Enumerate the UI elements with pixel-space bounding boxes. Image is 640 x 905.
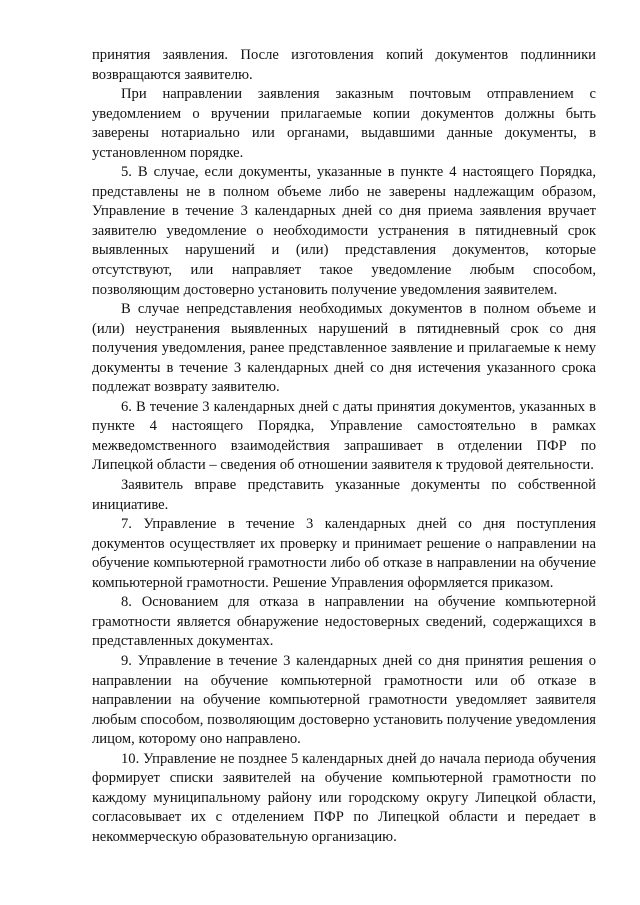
paragraph-item-8: 8. Основанием для отказа в направлении на обучение компьютерной грамотности является обнаружение недостоверных сведений, содержащихся в представленных документах. (92, 594, 596, 650)
paragraph-item-5-return: В случае непредставления необходимых документов в полном объеме и (или) неустранения выявленных нарушений в пятидневный срок со дня получения уведомления, ранее представленное заявление и прилагаемые к нему документы в течение 3 календарных дней со дня истечения указанного срока подлежат возврату заявителю. (92, 301, 596, 396)
paragraph-registered-mail: При направлении заявления заказным почтовым отправлением с уведомлением о вручении прилагаемые копии документов должны быть заверены нотариально или органами, выдавшими данные документы, в установленном порядке. (92, 86, 596, 161)
paragraph-item-6-initiative: Заявитель вправе представить указанные документы по собственной инициативе. (92, 477, 596, 513)
paragraph-continuation: принятия заявления. После изготовления копий документов подлинники возвращаются заявителю. (92, 47, 596, 83)
paragraph-item-5: 5. В случае, если документы, указанные в пункте 4 настоящего Порядка, представлены не в полном объеме либо не заверены надлежащим образом, Управление в течение 3 календарных дней со дня приема заявления вручает заявителю уведомление о необходимости устранения в пятидневный срок выявленных нарушений и (или) представления документов, которые отсутствуют, или направляет такое уведомление любым способом, позволяющим достоверно установить получение уведомления заявителем. (92, 164, 596, 298)
paragraph-item-10: 10. Управление не позднее 5 календарных дней до начала периода обучения формирует списки заявителей на обучение компьютерной грамотности по каждому муниципальному району или городскому округу Липецкой области, согласовывает их с отделением ПФР по Липецкой области и передает в некоммерческую образовательную организацию. (92, 750, 596, 845)
paragraph-item-6: 6. В течение 3 календарных дней с даты принятия документов, указанных в пункте 4 настоящего Порядка, Управление самостоятельно в рамках межведомственного взаимодействия запрашивает в отделении ПФР по Липецкой области – сведения об отношении заявителя к трудовой деятельности. (92, 398, 596, 474)
paragraph-item-7: 7. Управление в течение 3 календарных дней со дня поступления документов осуществляет их проверку и принимает решение о направлении на обучение компьютерной грамотности либо об отказе в направлении на обучение компьютерной грамотности. Решение Управления оформляется приказом. (92, 516, 596, 591)
paragraph-item-9: 9. Управление в течение 3 календарных дней со дня принятия решения о направлении на обучение компьютерной грамотности или об отказе в направлении на обучение компьютерной грамотности уведомляет заявителя любым способом, позволяющим достоверно установить получение уведомления лицом, которому оно направлено. (92, 652, 596, 748)
